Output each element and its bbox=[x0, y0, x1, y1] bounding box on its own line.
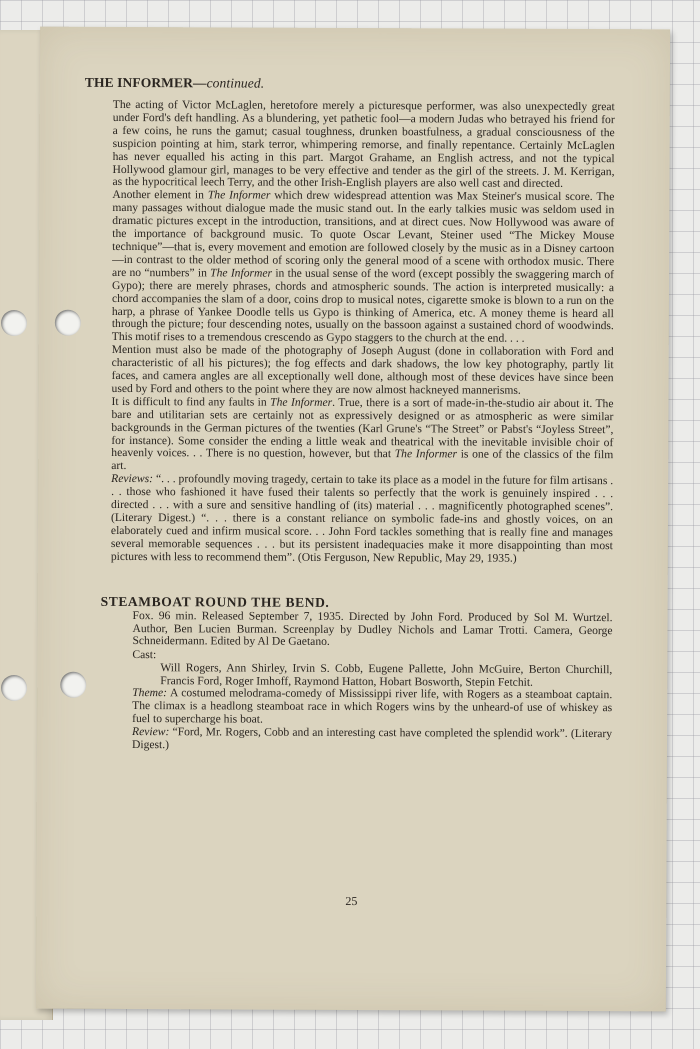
section-header bbox=[85, 75, 615, 93]
paragraph bbox=[111, 396, 613, 476]
italic-text: The Informer bbox=[270, 395, 333, 409]
paragraph bbox=[112, 189, 615, 346]
italic-text: The Informer bbox=[210, 266, 273, 280]
text-run: It is difficult to find any faults in bbox=[111, 394, 271, 409]
review-text: “Ford, Mr. Rogers, Cobb and an interesting cast have completed the splendid work”. (Literary Digest.) bbox=[131, 725, 613, 752]
steamboat-entry bbox=[82, 593, 613, 754]
page-number: 25 bbox=[345, 893, 358, 909]
film-review bbox=[132, 726, 612, 754]
punch-hole bbox=[1, 310, 27, 336]
header-continued: continued. bbox=[206, 75, 265, 91]
paragraph bbox=[112, 344, 614, 398]
text-run: “. . . profoundly moving tragedy, certain to take its place as a model in the future for film artisans . . . those who fashioned it have fused their talents so perfectly that the work is genuinely inspired . . . directed . . . with a sure and sensitive handling of (its) material . . . magnificently photographed scenes”. (Literary Digest.) “. . . there is a constant reliance on symbolic fade-ins and ghostly voices, on an elaborately cued and infirm musical score. . . John Ford tackles something that is really fine and manages several memorable sequences . . . but its persistent inadequacies make it more disappointing than most pictures with less to recommend them”. (Otis Ferguson, New Republic, May 29, 1935.) bbox=[110, 472, 614, 565]
punch-hole bbox=[1, 675, 27, 701]
theme-label: Theme: bbox=[132, 686, 168, 700]
review-label: Review: bbox=[132, 725, 170, 739]
punch-hole bbox=[55, 310, 81, 336]
text-run: Another element in bbox=[112, 188, 208, 202]
italic-text: The Informer bbox=[207, 188, 271, 202]
header-title: THE INFORMER— bbox=[84, 74, 207, 91]
film-title: STEAMBOAT ROUND THE BEND. bbox=[100, 593, 330, 610]
text-run: which drew widespread attention was Max Steiner's musical score. The many passages without dialogue made the music stand out. In the early talkies music was seldom used in dramatic pictures except in the introduction, transitions, and at direct cues. Now Hollywood was aware of the importance of background music. To quote Oscar Levant, Steiner used “The Mickey Mouse technique”—that is, every movement and emotion are followed closely by the music as in a Disney cartoon—in contrast to the older method of scoring only the general mood of a scene with orthodox music. There are no “numbers” in bbox=[112, 188, 615, 280]
text-run: in the usual sense of the word (except possibly the swaggering march of Gypo); there are merely phrases, chords and atmospheric sounds. The action is interpreted musically: a chord accompanies the slam of a door, coins drop to musical notes, cigarette smoke is blown to a run on the harp, a phrase of Yankee Doodle tells us Gypo is thinking of America, etc. A money theme is heard all through the picture; four descending notes, usually on the bassoon against a sustained chord of woodwinds. This motif rises to a tremendous crescendo as Gypo staggers to the church at the end. . . . bbox=[111, 266, 615, 346]
text-run: Mention must also be made of the photography of Joseph August (done in collaboration with Ford and characteristic of all his pictures); the fog effects and dark shadows, the low key photography, partly lit faces, and camera angles are all exceptionally well done, although most of these devices have since been used by Ford and others to the point where they are now almost hackneyed mannerisms. bbox=[111, 343, 614, 397]
italic-text: The Informer bbox=[394, 447, 458, 461]
text-run: is one of the classics of the film art. bbox=[111, 447, 614, 473]
book-page bbox=[36, 27, 670, 1012]
paragraph bbox=[112, 99, 614, 192]
theme-text: A costumed melodrama-comedy of Mississippi river life, with Rogers as a steamboat captain. The climax is a headlong steamboat race in which Rogers wins by the unheard-of use of whiskey as fuel to supercharge his boat. bbox=[132, 686, 613, 726]
page-content bbox=[82, 75, 615, 754]
cast-label: Cast: bbox=[132, 648, 157, 662]
text-run: . True, there is a sort of made-in-the-studio air about it. The bare and utilitarian sets are certainly not as expressively designed or as atmospheric as were similar backgrounds in the German pictures of the twenties (Karl Grune's “The Street” or Pabst's “Joyless Street”, for instance). Some consider the ending a little weak and theatrical with the inevitable invisible choir of heavenly voices. . . There is no question, however, but that bbox=[111, 395, 614, 461]
informer-article-body bbox=[111, 99, 615, 566]
italic-text: Reviews: bbox=[111, 472, 154, 486]
film-credits: Fox. 96 min. Released September 7, 1935. Directed by John Ford. Produced by Sol M. Wurtzel. Author, Ben Lucien Burman. Screenplay by Dudley Nichols and Lamar Trotti. Camera, George Schneidermann. Edited by Al De Gaetano. bbox=[132, 608, 613, 649]
cast-list: Will Rogers, Ann Shirley, Irvin S. Cobb, Eugene Pallette, John McGuire, Berton Churchill, Francis Ford, Roger Imhoff, Raymond Hatton, Hobart Bosworth, Stepin Fetchit. bbox=[160, 661, 613, 690]
paragraph bbox=[111, 473, 613, 566]
film-theme bbox=[132, 687, 612, 728]
text-run: The acting of Victor McLaglen, heretofore merely a picturesque performer, was also unexpectedly great under Ford's deft handling. As a blundering, yet pathetic fool—a modern Judas who betrayed his friend for a few coins, he runs the gamut; casual toughness, drunken boastfulness, a gradual consciousness of the suspicion pointing at him, stark terror, whimpering remorse, and finally repentance. Certainly McLaglen has never equalled his acting in this part. Margot Grahame, an English actress, and not the typical Hollywood glamour girl, manages to be very effective and tender as the girl of the streets. J. M. Kerrigan, as the hypocritical leech Terry, and the other Irish-English players are also well cast and directed. bbox=[112, 97, 615, 191]
